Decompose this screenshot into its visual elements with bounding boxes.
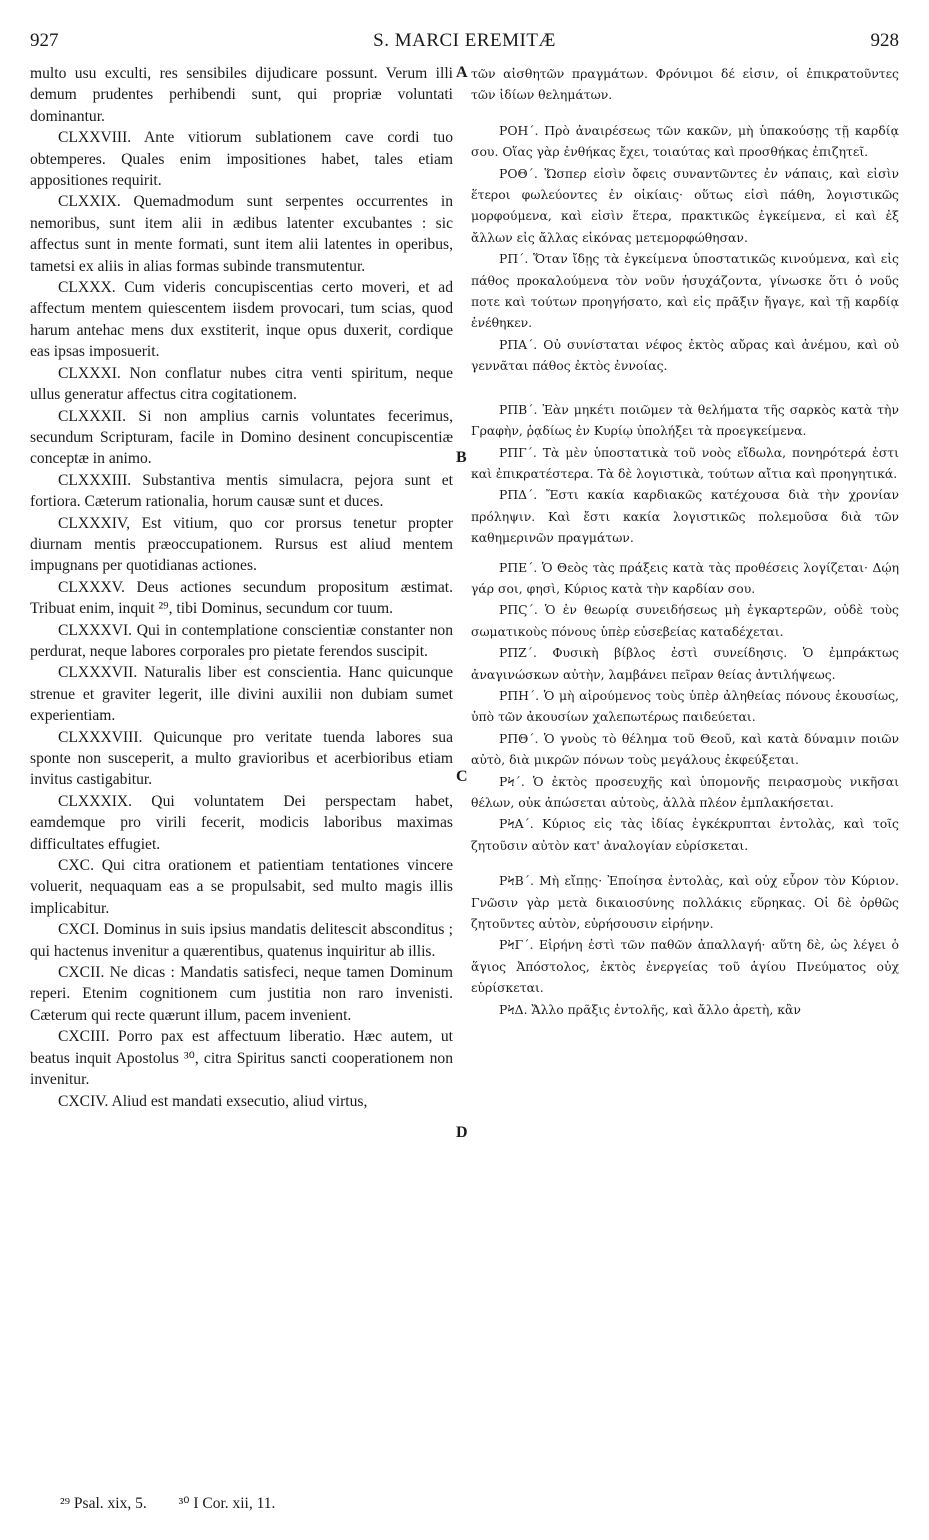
latin-paragraph: CLXXXIV, Est vitium, quo cor prorsus tenetur propter diurnam mentis præoccupationem. Rursus est aliud mentem impugnans per quotidianas actiones. (30, 514, 453, 575)
margin-marker-c: C (456, 768, 468, 785)
running-title: S. MARCI EREMITÆ (373, 30, 556, 51)
greek-paragraph: ΡΠΗ΄. Ὁ μὴ αἱρούμενος τοὺς ὑπὲρ ἀληθείας πόνους ἑκουσίως, ὑπὸ τῶν ἀκουσίων χαλεπωτέρως παιδεύεται. (471, 687, 899, 725)
latin-paragraph: CLXXVIII. Ante vitiorum sublationem cave cordi tuo obtemperes. Quales enim impositiones habet, tales etiam appositiones requirit. (30, 129, 453, 190)
latin-column (30, 63, 453, 1112)
greek-paragraph: ΡΠ΄. Ὅταν ἴδῃς τὰ ἐγκείμενα ὑποστατικῶς κινούμενα, καὶ εἰς πάθος προκαλούμενα τὸν νοῦν ἡσυχάζοντα, γίνωσκε ὅτι ὁ νοῦς ποτε καὶ τούτων προηγήσατο, καὶ εἰς πρᾶξιν ἤγαγε, καὶ τῇ καρδίᾳ ἐνέθηκεν. (471, 251, 899, 331)
greek-paragraph: ΡΠΓ΄. Τὰ μὲν ὑποστατικὰ τοῦ νοὸς εἴδωλα, πονηρότερά ἐστι καὶ ἐπικρατέστερα. Τὰ δὲ λογιστικὰ, τούτων αἴτια καὶ προηγητικά. (471, 444, 899, 481)
latin-paragraph: CXC. Qui citra orationem et patientiam tentationes vincere voluerit, nequaquam eas a se propulsabit, sed multo magis illis implicabitur. (30, 857, 453, 917)
greek-paragraph: ΡΠϚ΄. Ὁ ἐν θεωρίᾳ συνειδήσεως μὴ ἐγκαρτερῶν, οὐδὲ τοὺς σωματικοὺς πόνους ὑπὲρ εὐσεβείας καταδέχεται. (471, 602, 899, 639)
greek-paragraph: ΡΠΒ΄. Ἐὰν μηκέτι ποιῶμεν τὰ θελήματα τῆς σαρκὸς κατὰ τὴν Γραφὴν, ῥᾳδίως ἐν Κυρίῳ ὑπολήξει τὰ προεγκείμενα. (471, 401, 899, 439)
greek-paragraph: ΡΠΖ΄. Φυσικὴ βίβλος ἐστὶ συνείδησις. Ὁ ἐμπράκτως ἀναγινώσκων αὐτὴν, λαμβάνει πεῖραν θείας ἀντιλήψεως. (471, 645, 899, 682)
latin-paragraph: CLXXXVIII. Quicunque pro veritate tuenda labores sua sponte non susceperit, a multo gravioribus et acerbioribus etiam invitus castigabitur. (30, 728, 453, 789)
latin-paragraph: CLXXXI. Non conflatur nubes citra venti spiritum, neque ullus generatur affectus citra cogitationem. (30, 364, 453, 404)
latin-paragraph: CXCII. Ne dicas : Mandatis satisfeci, neque tamen Dominum reperi. Etenim cognitionem cum justitia non raro invenisti. Cæterum qui recte quærunt illum, pacem invenient. (30, 964, 453, 1024)
latin-paragraph: CLXXXIII. Substantiva mentis simulacra, pejora sunt et fortiora. Cæterum rationalia, horum causæ sunt et duces. (30, 471, 453, 511)
latin-paragraph: CXCIV. Aliud est mandati exsecutio, aliud virtus, (58, 1092, 368, 1110)
footnotes (60, 1494, 303, 1513)
page-number-left: 927 (30, 30, 59, 51)
latin-paragraph: CLXXIX. Quemadmodum sunt serpentes occurrentes in nemoribus, sunt item alii in ædibus latenter excubantes : sic affectus sunt in mente formati, sunt item alii latentes in operibus, tametsi ex aliis in alias formas subinde transmutentur. (30, 193, 453, 275)
latin-paragraph: CLXXXV. Deus actiones secundum propositum æstimat. Tribuat enim, inquit ²⁹, tibi Dominus, secundum cor tuum. (30, 578, 453, 618)
latin-paragraph: CLXXX. Cum videris concupiscentias certo moveri, et ad affectum mentem quiescentem iisdem provocari, tum scias, quod harum antehac mens dux exstiterit, inque opus duxerit, cordique eas ipsas imposuerit. (30, 279, 453, 361)
latin-paragraph: CLXXXVI. Qui in contemplatione conscientiæ constanter non perdurat, neque labores corporales pro pietate ferendos suscipit. (30, 621, 453, 660)
page-header (30, 30, 899, 56)
greek-paragraph: ΡϞΒ΄. Μὴ εἴπῃς· Ἐποίησα ἐντολὰς, καὶ οὐχ εὗρον τὸν Κύριον. Γνῶσιν γὰρ μετὰ δικαιοσύνης πολλάκις εὕρηκας. Οἱ δὲ ὀρθῶς ζητοῦντες αὐτὸν, εὑρήσουσιν εἰρήνην. (471, 873, 899, 932)
greek-paragraph: ΡϞΔ. Ἄλλο πρᾶξις ἐντολῆς, καὶ ἄλλο ἀρετὴ, κἂν (499, 1001, 801, 1017)
greek-paragraph: ΡΠΑ΄. Οὐ συνίσταται νέφος ἐκτὸς αὔρας καὶ ἀνέμου, καὶ οὐ γεννᾶται πάθος ἐκτὸς ἐννοίας. (471, 336, 899, 374)
latin-paragraph: CXCI. Dominus in suis ipsius mandatis delitescit absconditus ; qui hactenus invenitur a quærentibus, quatenus inquiritur ab illis. (30, 921, 453, 960)
latin-paragraph: multo usu exculti, res sensibiles dijudicare possunt. Verum illi demum prudentes perhibendi sunt, qui propriæ voluntati dominantur. (30, 65, 453, 125)
greek-paragraph: ΡϞ΄. Ὁ ἐκτὸς προσευχῆς καὶ ὑπομονῆς πειρασμοὺς νικῆσαι θέλων, οὐκ ἀπώσεται αὐτοὺς, ἀλλὰ πλέον ἐμπλακήσεται. (471, 773, 899, 810)
page-number-right: 928 (870, 30, 899, 51)
greek-paragraph: ΡΟΘ΄. Ὥσπερ εἰσὶν ὄφεις συναντῶντες ἐν νάπαις, καὶ εἰσὶν ἕτεροι φωλεύοντες ἐν οἰκίαις· οὕτως εἰσὶ πάθη, λογιστικῶς μορφούμενα, καὶ εἰσὶν ἕτερα, πρακτικῶς ἐγκείμενα, εἰ καὶ ἐξ ἄλλων εἰς ἄλλας εἰκόνας μετεμορφώθησαν. (471, 165, 899, 245)
margin-marker-a: A (456, 64, 468, 81)
greek-paragraph: ΡΠΘ΄. Ὁ γνοὺς τὸ θέλημα τοῦ Θεοῦ, καὶ κατὰ δύναμιν ποιῶν αὐτὸ, διὰ μικρῶν πόνων τοὺς μεγάλους ἐκφεύξεται. (471, 730, 899, 768)
latin-paragraph: CLXXXII. Si non amplius carnis voluntates fecerimus, secundum Scripturam, facile in Domino desinent concupiscentiæ conceptæ in animo. (30, 407, 453, 468)
latin-paragraph: CLXXXIX. Qui voluntatem Dei perspectam habet, eamdemque pro virili fecerit, modicis laboribus maximas difficultates effugiet. (30, 792, 453, 853)
footnote-30: ³⁰ I Cor. xii, 11. (178, 1495, 276, 1512)
greek-paragraph: ΡΠΕ΄. Ὁ Θεὸς τὰς πράξεις κατὰ τὰς προθέσεις λογίζεται· Δῴη γάρ σοι, φησὶ, Κύριος κατὰ τὴν καρδίαν σου. (471, 559, 899, 596)
margin-marker-d: D (456, 1124, 468, 1141)
greek-column (471, 63, 899, 1020)
footnote-29: ²⁹ Psal. xix, 5. (60, 1495, 147, 1512)
greek-paragraph: ΡΟΗ΄. Πρὸ ἀναιρέσεως τῶν κακῶν, μὴ ὑπακούσῃς τῇ καρδίᾳ σου. Οἵας γὰρ ἐνθήκας ἔχει, τοιαύτας καὶ προσθήκας ἐπιζητεῖ. (471, 122, 899, 160)
greek-paragraph: ΡϞΓ΄. Εἰρήνη ἐστὶ τῶν παθῶν ἀπαλλαγή· αὕτη δὲ, ὡς λέγει ὁ ἅγιος Ἀπόστολος, ἐκτὸς ἐνεργείας τοῦ ἁγίου Πνεύματος οὐχ εὑρίσκεται. (471, 937, 899, 996)
latin-paragraph: CLXXXVII. Naturalis liber est conscientia. Hanc quicunque strenue et graviter legerit, ille divini auxilii non dubiam sumet experientiam. (30, 664, 453, 725)
latin-paragraph: CXCIII. Porro pax est affectuum liberatio. Hæc autem, ut beatus inquit Apostolus ³⁰, citra Spiritus sancti cooperationem non invenitur. (30, 1028, 453, 1089)
greek-paragraph: ΡΠΔ΄. Ἔστι κακία καρδιακῶς κατέχουσα διὰ τὴν χρονίαν πρόληψιν. Καὶ ἔστι κακία λογιστικῶς πολεμοῦσα διὰ τῶν καθημερινῶν πραγμάτων. (471, 487, 899, 546)
margin-marker-b: B (456, 449, 467, 466)
greek-paragraph: τῶν αἰσθητῶν πραγμάτων. Φρόνιμοι δέ εἰσιν, οἱ ἐπικρατοῦντες τῶν ἰδίων θελημάτων. (471, 66, 899, 103)
greek-paragraph: ΡϞΑ΄. Κύριος εἰς τὰς ἰδίας ἐγκέκρυπται ἐντολὰς, καὶ τοῖς ζητοῦσιν αὐτὸν κατ' ἀναλογίαν εὑρίσκεται. (471, 816, 899, 853)
